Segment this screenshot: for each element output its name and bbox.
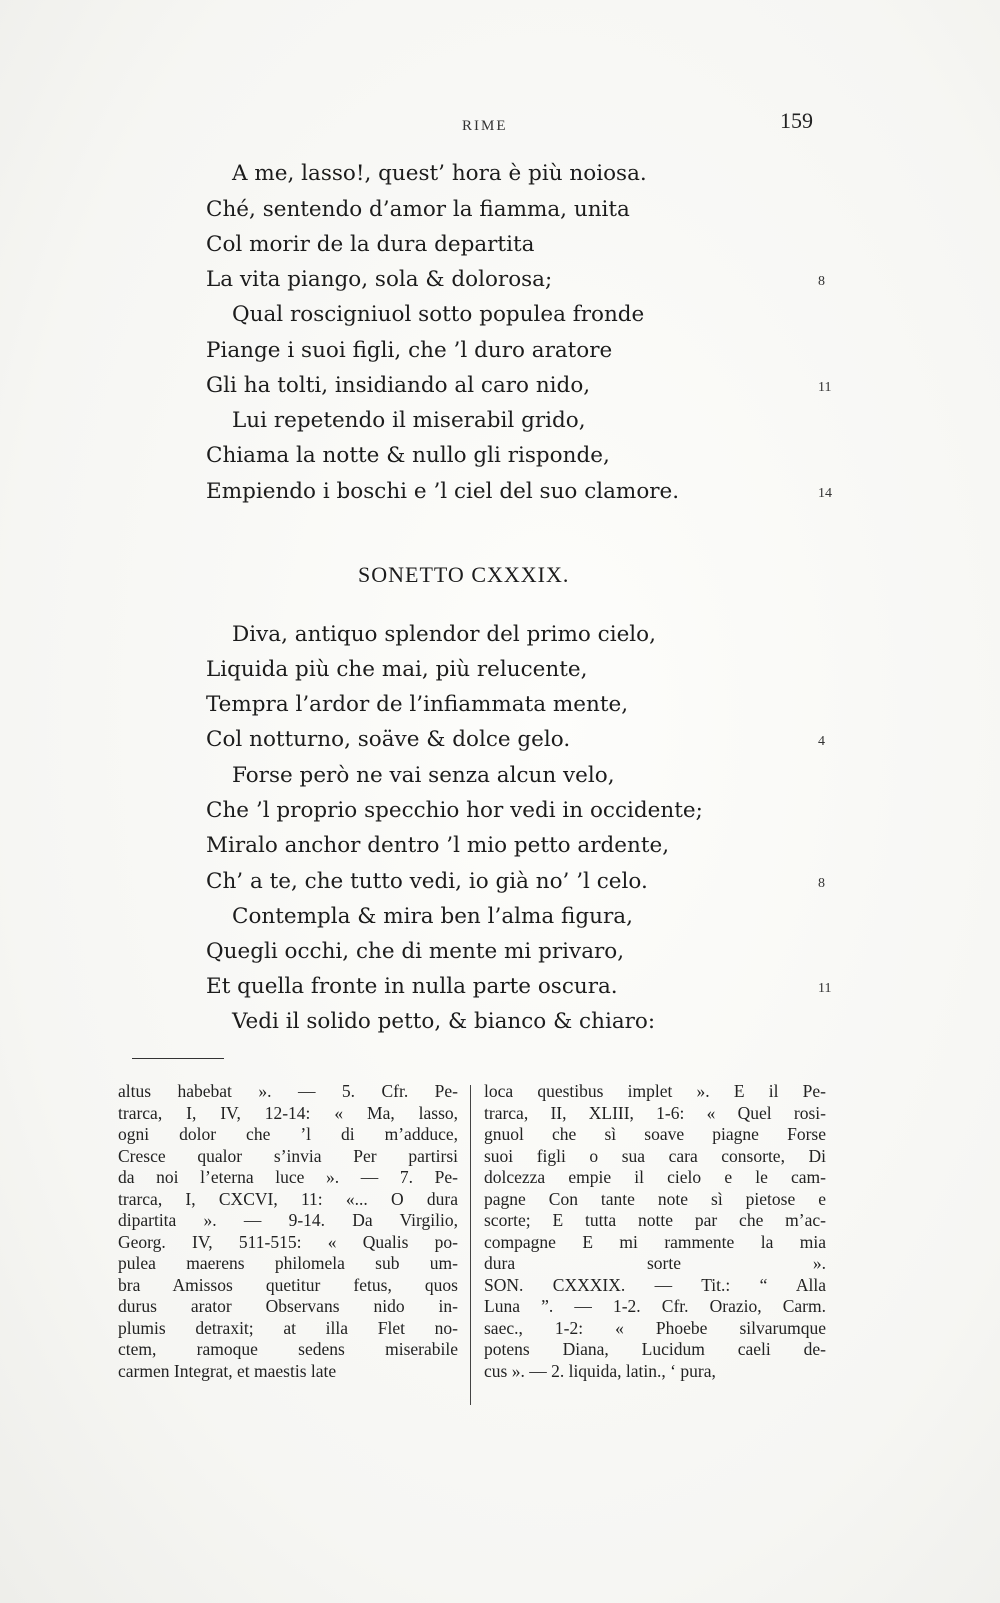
notes-right-column (484, 1081, 826, 1382)
note-line: scorte; E tutta notte par che m’ac- (484, 1210, 826, 1230)
note-line: trarca, I, CXCVI, 11: «... O dura (118, 1188, 458, 1209)
note-line: suoi figli o sua cara consorte, Di (484, 1145, 826, 1166)
note-line: bra Amissos quetitur fetus, quos (118, 1274, 458, 1295)
verse-line: La vita piango, sola & dolorosa; (206, 267, 553, 292)
verse-line: Forse però ne vai senza alcun velo, (232, 763, 615, 788)
verse-line: Liquida più che mai, più relucente, (206, 657, 588, 682)
verse-line: Qual roscigniuol sotto populea fronde (232, 302, 645, 327)
verse-line: Chiama la notte & nullo gli risponde, (206, 443, 610, 468)
footnote-rule (132, 1058, 224, 1059)
verse-line: Quegli occhi, che di mente mi privaro, (206, 939, 625, 964)
verse-line: Ché, sentendo d’amor la fiamma, unita (206, 197, 630, 222)
note-line: ctem, ramoque sedens miserabile (118, 1339, 458, 1359)
note-line: pagne Con tante note sì pietose e (484, 1188, 826, 1209)
verse-line: Diva, antiquo splendor del primo cielo, (232, 622, 656, 647)
note-line: Georg. IV, 511-515: « Qualis po- (118, 1231, 458, 1252)
verse-line: Tempra l’ardor de l’infiammata mente, (206, 692, 629, 717)
note-line: gnuol che sì soave piagne Forse (484, 1124, 826, 1144)
notes-left-column (118, 1081, 458, 1382)
running-title: RIME (462, 118, 508, 134)
note-line: dura sorte ». (484, 1253, 826, 1273)
verse-line: Vedi il solido petto, & bianco & chiaro: (232, 1009, 656, 1034)
page-number: 159 (780, 108, 813, 133)
verse-line: Col notturno, soäve & dolce gelo. (206, 727, 571, 752)
line-number: 11 (818, 981, 832, 996)
line-number: 8 (818, 274, 825, 289)
verse-line: Gli ha tolti, insidiando al caro nido, (206, 373, 591, 398)
verse-line: Col morir de la dura departita (206, 232, 535, 257)
note-line: potens Diana, Lucidum caeli de- (484, 1339, 826, 1359)
verse-line: Miralo anchor dentro ’l mio petto ardente, (206, 833, 670, 858)
note-line: altus habebat ». — 5. Cfr. Pe- (118, 1081, 458, 1101)
verse-line: Contempla & mira ben l’alma figura, (232, 904, 633, 929)
note-line: cus ». — 2. liquida, latin., ‘ pura, (484, 1360, 716, 1381)
note-line: Luna ”. — 1-2. Cfr. Orazio, Carm. (484, 1296, 826, 1316)
note-line: pulea maerens philomela sub um- (118, 1253, 458, 1273)
note-line: Cresce qualor s’invia Per partirsi (118, 1145, 458, 1166)
verse-line: Empiendo i boschi e ’l ciel del suo clamore. (206, 479, 680, 504)
verse-line: Piange i suoi figli, che ’l duro aratore (206, 338, 613, 363)
note-line: saec., 1-2: « Phoebe silvarumque (484, 1317, 826, 1338)
line-number: 11 (818, 380, 832, 395)
note-line: trarca, I, IV, 12-14: « Ma, lasso, (118, 1102, 458, 1123)
sonnet-title: SONETTO CXXXIX. (358, 562, 570, 587)
note-line: dipartita ». — 9-14. Da Virgilio, (118, 1210, 458, 1230)
note-line: durus arator Observans nido in- (118, 1296, 458, 1316)
verse-line: A me, lasso!, quest’ hora è più noiosa. (232, 161, 647, 186)
note-line: compagne E mi rammente la mia (484, 1231, 826, 1252)
note-line: carmen Integrat, et maestis late (118, 1360, 337, 1381)
note-line: ogni dolor che ’l di m’adduce, (118, 1124, 458, 1144)
note-line: plumis detraxit; at illa Flet no- (118, 1317, 458, 1338)
verse-line: Ch’ a te, che tutto vedi, io già no’ ’l celo. (206, 869, 648, 894)
line-number: 8 (818, 876, 825, 891)
note-line: da noi l’eterna luce ». — 7. Pe- (118, 1167, 458, 1187)
column-divider (470, 1085, 471, 1405)
line-number: 4 (818, 734, 825, 749)
note-line: trarca, II, XLIII, 1-6: « Quel rosi- (484, 1102, 826, 1123)
line-number: 14 (818, 486, 832, 501)
verse-line: Che ’l proprio specchio hor vedi in occidente; (206, 798, 703, 823)
verse-line: Lui repetendo il miserabil grido, (232, 408, 586, 433)
note-line: dolcezza empie il cielo e le cam- (484, 1167, 826, 1187)
verse-line: Et quella fronte in nulla parte oscura. (206, 974, 618, 999)
note-line: SON. CXXXIX. — Tit.: “ Alla (484, 1274, 826, 1295)
note-line: loca questibus implet ». E il Pe- (484, 1081, 826, 1101)
